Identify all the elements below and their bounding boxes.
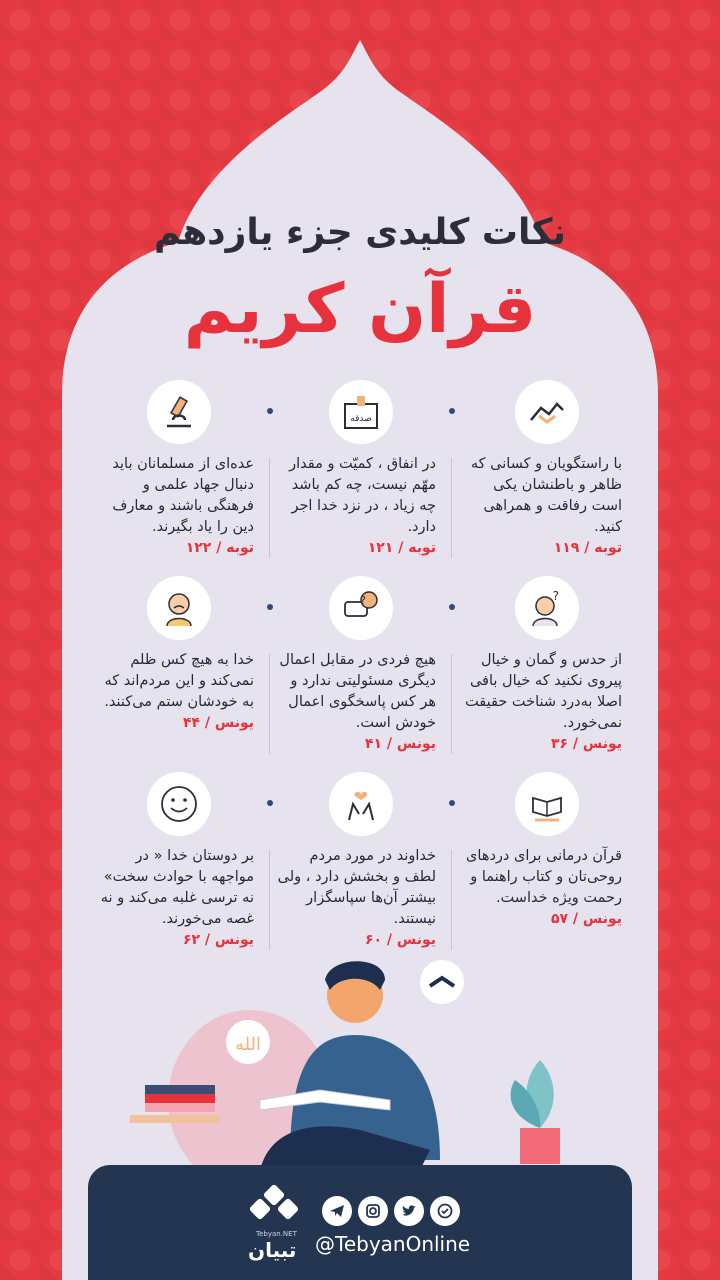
tip-text: با راستگویان و کسانی که ظاهر و باطنشان یکی است رفاقت و همراهی کنید. <box>470 456 622 535</box>
tip-reference: یونس / ۶۲ <box>182 932 254 948</box>
separator-dot <box>449 408 455 414</box>
tip-text: خدا به هیچ کس ظلم نمی‌کند و این مردم‌اند که به خودشان ستم می‌کنند. <box>104 652 254 710</box>
separator-dot <box>449 604 455 610</box>
tip-text: قرآن درمانی برای دردهای روحی‌تان و کتاب راهنما و رحمت ویژه خداست. <box>466 848 622 906</box>
svg-text:الله: الله <box>234 1034 262 1055</box>
tip-card <box>459 380 634 570</box>
tip-text: خداوند در مورد مردم لطف و بخشش دارد ، ولی بیشتر آن‌ها سپاسگزار نیستند. <box>277 848 436 927</box>
tip-reference: توبه / ۱۱۹ <box>553 540 622 556</box>
tip-text: در انفاق ، کمیّت و مقدار مهّم نیست، چه کم باشد چه زیاد ، در نزد خدا اجر دارد. <box>289 456 436 535</box>
instagram-icon[interactable] <box>358 1196 388 1226</box>
praying-hands-icon <box>329 772 393 836</box>
tip-card <box>459 576 634 766</box>
smile-face-icon <box>147 772 211 836</box>
reading-person-illustration <box>110 950 610 1180</box>
charity-box-label: صدقه <box>349 414 372 424</box>
tip-card <box>91 380 266 570</box>
speech-bubble-icon <box>329 576 393 640</box>
tip-text: عده‌ای از مسلمانان باید دنبال جهاد علمی و فرهنگی باشند و معارف دین را یاد بگیرند. <box>112 456 254 535</box>
tips-row <box>82 576 638 772</box>
brand-url: Tebyan.NET <box>256 1230 297 1238</box>
thinking-person-icon <box>515 576 579 640</box>
tip-card <box>459 772 634 962</box>
divider <box>269 458 270 558</box>
tip-card <box>273 380 448 570</box>
svg-text:?: ? <box>359 594 366 607</box>
social-handle[interactable]: @TebyanOnline <box>315 1232 471 1256</box>
footer-bar <box>88 1165 632 1280</box>
check-badge-icon[interactable] <box>430 1196 460 1226</box>
twitter-icon[interactable] <box>394 1196 424 1226</box>
divider <box>269 850 270 950</box>
tip-reference: یونس / ۴۴ <box>182 715 254 731</box>
tip-card <box>273 772 448 962</box>
divider <box>269 654 270 754</box>
tips-row <box>82 772 638 968</box>
tip-text: هیچ فردی در مقابل اعمال دیگری مسئولیتی ندارد و هر کس پاسخگوی اعمال خودش است. <box>279 652 436 731</box>
microscope-icon <box>147 380 211 444</box>
tips-row <box>82 380 638 576</box>
sad-face-icon <box>147 576 211 640</box>
tip-text: از حدس و گمان و خیال پیروی نکنید که خیال بافی اصلا به‌درد شناخت حقیقت نمی‌خورد. <box>465 652 622 731</box>
tip-reference: توبه / ۱۲۲ <box>185 540 254 556</box>
tip-reference: یونس / ۶۰ <box>364 932 436 948</box>
divider <box>451 850 452 950</box>
tip-reference: توبه / ۱۲۱ <box>367 540 436 556</box>
brand-logo-mark <box>248 1185 308 1233</box>
page-subtitle: نکات کلیدی جزء یازدهم <box>153 212 567 253</box>
charity-box-icon <box>329 380 393 444</box>
telegram-icon[interactable] <box>322 1196 352 1226</box>
tip-reference: یونس / ۴۱ <box>364 736 436 752</box>
tip-text: بر دوستان خدا « در مواجهه با حوادث سخت» نه ترسی غلبه می‌کند و نه غصه می‌خورند. <box>100 848 254 927</box>
quran-stand-icon <box>515 772 579 836</box>
tip-reference: یونس / ۳۶ <box>550 736 622 752</box>
handshake-icon <box>515 380 579 444</box>
separator-dot <box>449 800 455 806</box>
divider <box>451 458 452 558</box>
brand-logo[interactable]: تبیان <box>248 1238 297 1262</box>
tip-card <box>273 576 448 766</box>
svg-text:?: ? <box>552 589 559 603</box>
divider <box>451 654 452 754</box>
tip-card <box>91 576 266 766</box>
tip-reference: یونس / ۵۷ <box>550 911 622 927</box>
tip-card <box>91 772 266 962</box>
tips-grid <box>82 380 638 968</box>
page-title: قرآن کریم <box>183 270 537 349</box>
